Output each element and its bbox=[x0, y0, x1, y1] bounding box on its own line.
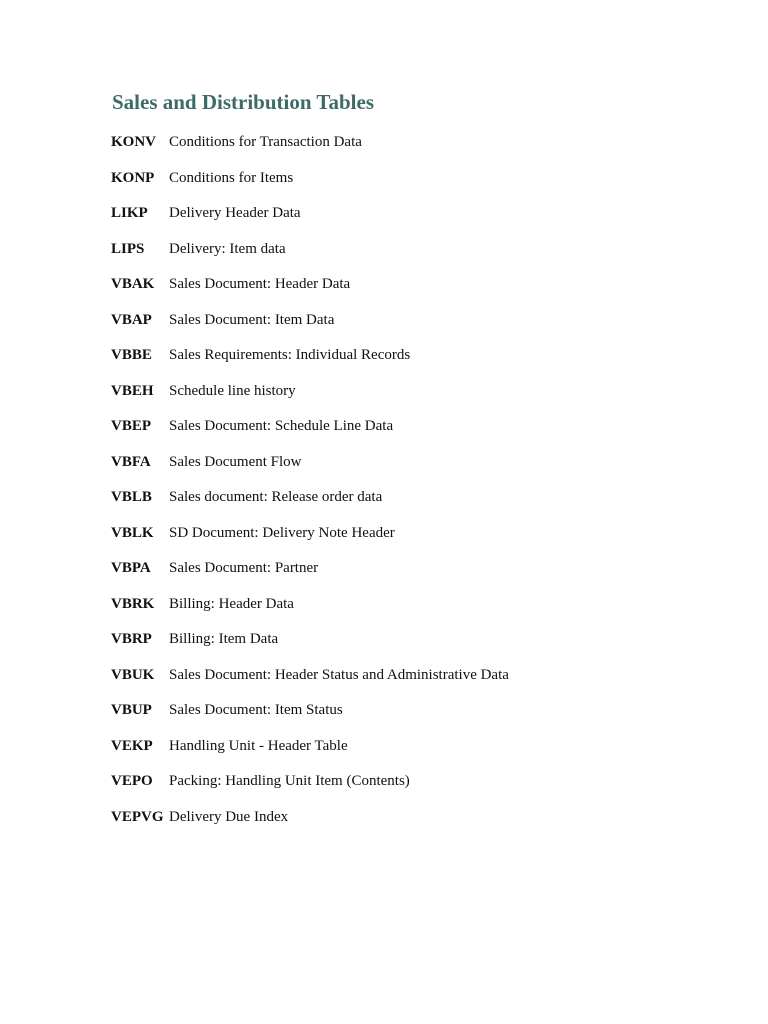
table-row bbox=[111, 560, 731, 596]
table-row bbox=[111, 809, 731, 845]
table-code: VBAK bbox=[111, 276, 155, 292]
table-row bbox=[111, 276, 731, 312]
table-code: VBLK bbox=[111, 524, 154, 541]
table-code: KONP bbox=[111, 169, 155, 186]
page-title: Sales and Distribution Tables bbox=[112, 90, 375, 114]
table-row bbox=[111, 170, 731, 206]
table-description: Sales Document: Header Data bbox=[169, 276, 351, 292]
table-code: VBRK bbox=[111, 595, 155, 612]
table-row bbox=[111, 738, 731, 774]
table-code: VBUP bbox=[111, 702, 152, 718]
table-row bbox=[111, 773, 731, 809]
table-code: VEPVG bbox=[111, 808, 164, 825]
table-description: Sales Document Flow bbox=[169, 453, 302, 470]
table-description: SD Document: Delivery Note Header bbox=[169, 524, 395, 541]
table-row bbox=[111, 347, 731, 383]
table-description: Delivery Due Index bbox=[169, 808, 289, 825]
table-description: Sales Document: Item Status bbox=[169, 702, 343, 718]
table-code: VBAP bbox=[111, 311, 152, 328]
table-row bbox=[111, 596, 731, 632]
table-code: VEKP bbox=[111, 737, 153, 754]
table-row bbox=[111, 525, 731, 561]
table-code: VBEP bbox=[111, 418, 152, 434]
table-code: LIPS bbox=[111, 240, 145, 257]
table-row bbox=[111, 241, 731, 277]
table-row bbox=[111, 134, 731, 170]
table-row bbox=[111, 418, 731, 454]
table-row bbox=[111, 205, 731, 241]
table-row bbox=[111, 312, 731, 348]
table-description: Sales Document: Partner bbox=[169, 560, 319, 576]
table-code: VBBE bbox=[111, 347, 152, 363]
table-code: VBLB bbox=[111, 489, 152, 505]
table-row bbox=[111, 667, 731, 703]
table-code: VBRP bbox=[111, 631, 152, 647]
table-description: Sales Requirements: Individual Records bbox=[169, 347, 411, 363]
table-code: KONV bbox=[111, 134, 156, 150]
table-row bbox=[111, 383, 731, 419]
table-description: Conditions for Items bbox=[169, 169, 294, 186]
table-description: Packing: Handling Unit Item (Contents) bbox=[169, 773, 410, 789]
table-row bbox=[111, 489, 731, 525]
table-description: Billing: Item Data bbox=[169, 631, 279, 647]
table-row bbox=[111, 702, 731, 738]
table-description: Handling Unit - Header Table bbox=[169, 737, 348, 754]
table-description: Sales Document: Item Data bbox=[169, 311, 335, 328]
table-code: VBEH bbox=[111, 382, 154, 399]
table-description: Delivery: Item data bbox=[169, 240, 286, 257]
table-row bbox=[111, 454, 731, 490]
table-code: VEPO bbox=[111, 773, 153, 789]
table-row bbox=[111, 631, 731, 667]
table-list bbox=[111, 134, 731, 844]
table-description: Schedule line history bbox=[169, 382, 296, 399]
table-code: VBUK bbox=[111, 666, 155, 683]
table-code: VBFA bbox=[111, 453, 151, 470]
table-description: Sales Document: Schedule Line Data bbox=[169, 418, 394, 434]
table-description: Billing: Header Data bbox=[169, 595, 294, 612]
table-description: Sales document: Release order data bbox=[169, 489, 383, 505]
table-description: Conditions for Transaction Data bbox=[169, 134, 362, 150]
table-description: Delivery Header Data bbox=[169, 205, 301, 221]
table-description: Sales Document: Header Status and Administrative Data bbox=[169, 666, 509, 683]
table-code: LIKP bbox=[111, 205, 148, 221]
table-code: VBPA bbox=[111, 560, 151, 576]
